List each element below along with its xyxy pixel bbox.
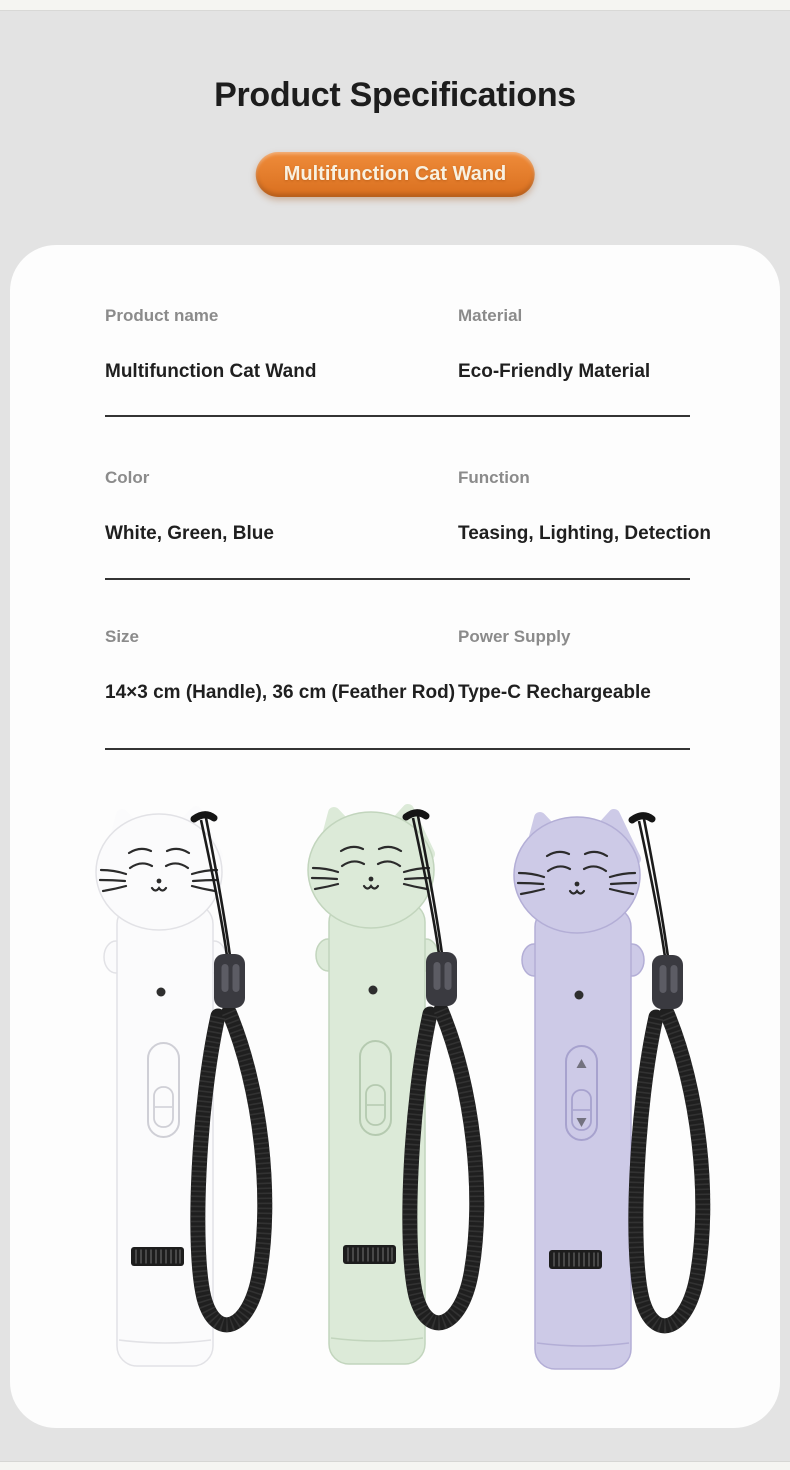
product-gallery: [10, 245, 780, 1428]
product-badge: Multifunction Cat Wand: [256, 152, 535, 197]
spec-label-size: Size: [105, 627, 140, 646]
mode-slider: [148, 1043, 179, 1137]
spec-label-power-supply: Power Supply: [458, 627, 571, 646]
cord-lock: [426, 952, 457, 1006]
spec-value-power-supply: Type-C Rechargeable: [458, 682, 651, 703]
cat-wand-purple: [513, 809, 723, 1384]
spec-value-color: White, Green, Blue: [105, 523, 274, 544]
page-title: Product Specifications: [214, 76, 576, 114]
spec-label-product-name: Product name: [105, 306, 219, 325]
mode-slider: [360, 1041, 391, 1135]
cord-lock: [652, 955, 683, 1009]
led-dot: [369, 986, 378, 995]
mode-slider: [566, 1046, 597, 1140]
ribbed-grip: [549, 1250, 602, 1269]
cat-wand-white: [95, 806, 305, 1381]
ribbed-grip: [131, 1247, 184, 1266]
cord-ear-clip: [406, 813, 426, 817]
lanyard-cord: [639, 819, 668, 957]
spec-label-color: Color: [105, 468, 150, 487]
led-dot: [575, 991, 584, 1000]
cord-ear-clip: [194, 815, 214, 819]
spec-value-size: 14×3 cm (Handle), 36 cm (Feather Rod): [105, 682, 456, 703]
bottom-strip: [0, 1461, 790, 1470]
top-strip: [0, 0, 790, 11]
spec-label-material: Material: [458, 306, 523, 325]
cord-lock: [214, 954, 245, 1008]
spec-value-function: Teasing, Lighting, Detection: [458, 523, 711, 544]
spec-label-function: Function: [458, 468, 530, 487]
led-dot: [157, 988, 166, 997]
spec-card: [10, 245, 780, 1428]
spec-value-product-name: Multifunction Cat Wand: [105, 361, 317, 382]
ribbed-grip: [343, 1245, 396, 1264]
cat-wand-green: [307, 804, 517, 1379]
spec-value-material: Eco-Friendly Material: [458, 361, 651, 382]
cord-ear-clip: [632, 816, 652, 820]
lanyard: [632, 816, 703, 1326]
